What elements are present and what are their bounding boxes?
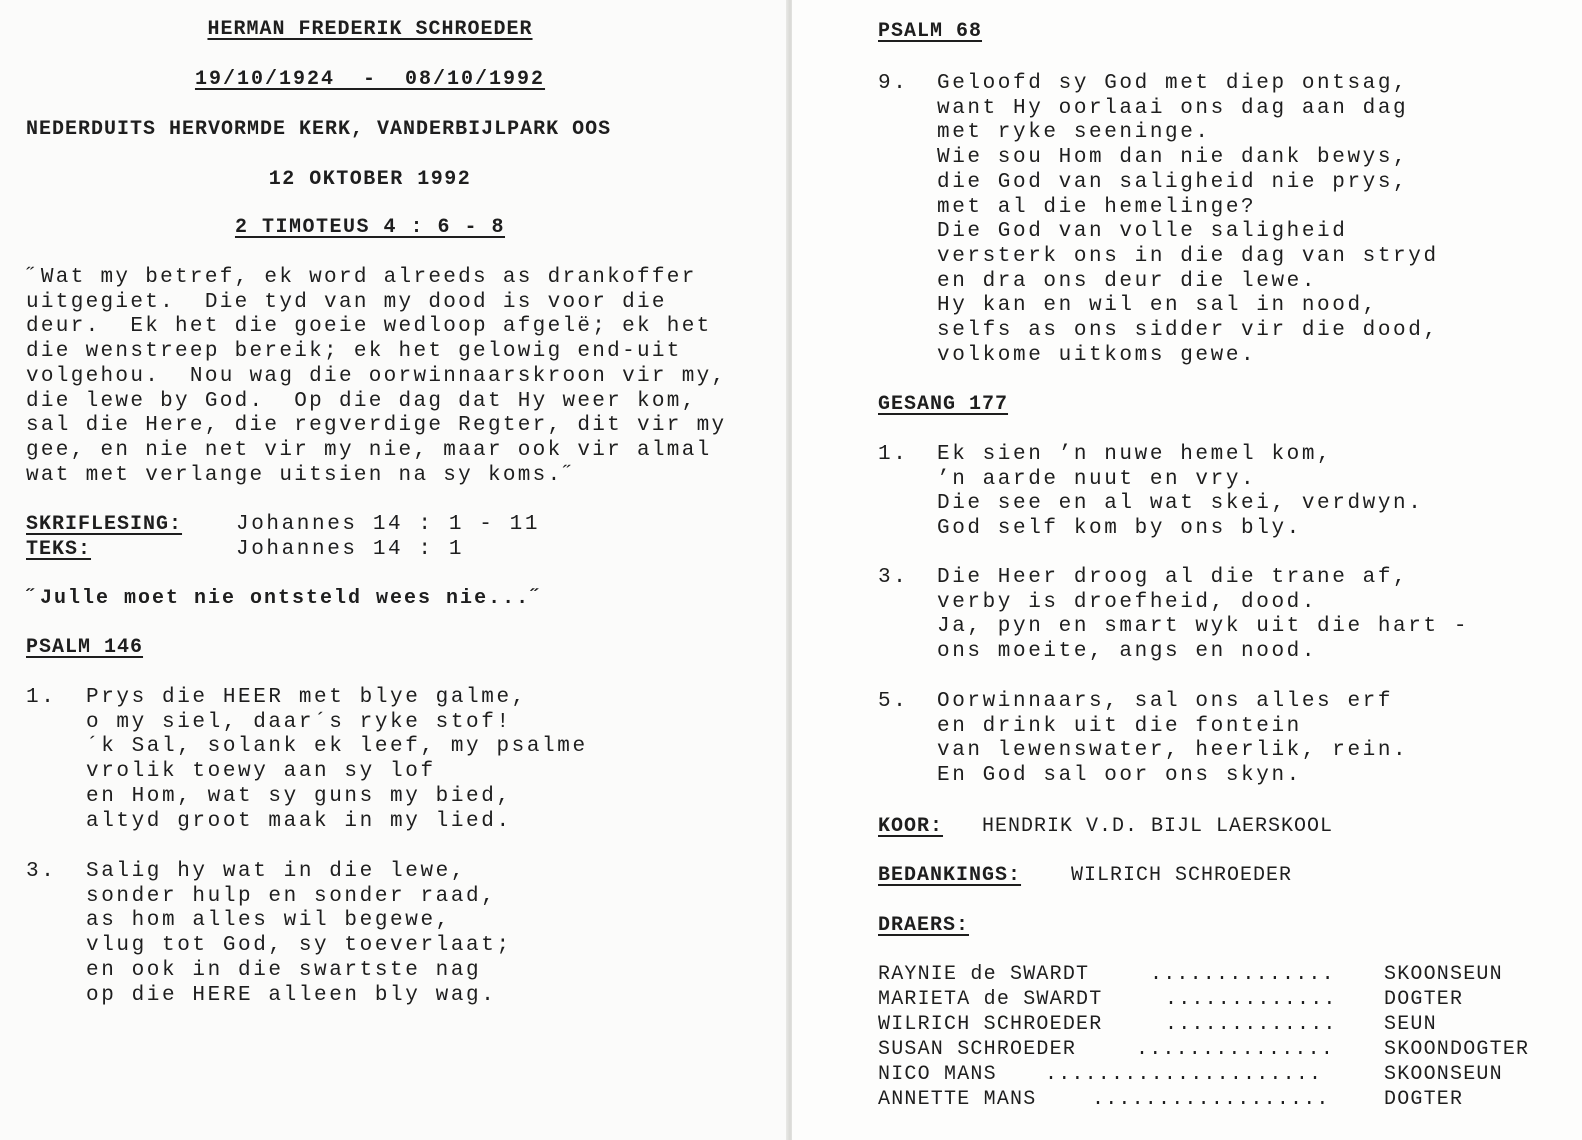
draer-relation: SKOONSEUN bbox=[1384, 963, 1503, 986]
church-name: NEDERDUITS HERVORMDE KERK, VANDERBIJLPARK OOS bbox=[26, 118, 612, 141]
draer-dots: .................. bbox=[1092, 1088, 1330, 1111]
psalm-146-verse-number: 1. bbox=[26, 686, 57, 709]
bedankings-label: BEDANKINGS: bbox=[878, 864, 1022, 887]
left-page bbox=[0, 0, 788, 1140]
deceased-name: HERMAN FREDERIK SCHROEDER bbox=[207, 18, 533, 41]
scripture-reference: 2 TIMOTEUS 4 : 6 - 8 bbox=[234, 216, 506, 239]
teks-value: Johannes 14 : 1 bbox=[236, 538, 465, 561]
draer-name: SUSAN SCHROEDER bbox=[878, 1038, 1077, 1061]
skriflesing-value: Johannes 14 : 1 - 11 bbox=[236, 513, 541, 536]
draer-name: RAYNIE de SWARDT bbox=[878, 963, 1090, 986]
draer-dots: ............. bbox=[1165, 988, 1337, 1011]
gesang-177-title: GESANG 177 bbox=[878, 393, 1009, 416]
gesang-177-verse-number: 1. bbox=[878, 443, 909, 466]
bedankings-value: WILRICH SCHROEDER bbox=[1071, 864, 1293, 887]
service-date: 12 OKTOBER 1992 bbox=[268, 168, 472, 191]
psalm-146-title: PSALM 146 bbox=[26, 636, 144, 659]
draer-dots: ............. bbox=[1165, 1013, 1337, 1036]
psalm-146-verse-text: Salig hy wat in die lewe, sonder hulp en sonder raad, as hom alles wil begewe, vlug tot God, sy toeverlaat; en ook in die swartste nag op die HERE alleen bly wag. bbox=[86, 860, 512, 1007]
gesang-177-verse-number: 3. bbox=[878, 566, 909, 589]
draer-dots: ..................... bbox=[1045, 1063, 1323, 1086]
sermon-title: ˝Julle moet nie ontsteld wees nie...˝ bbox=[26, 587, 545, 610]
draer-relation: DOGTER bbox=[1384, 1088, 1464, 1111]
scripture-quote: ˝Wat my betref, ek word alreeds as drankoffer uitgegiet. Die tyd van my dood is voor die deur. Ek het die goeie wedloop afgelë; ek het die wenstreep bereik; ek het gelowig end-uit volgehou. Nou wag die oorwinnaarskroon vir my, die lewe by God. Op die dag dat Hy weer kom, sal die Here, die regverdige Regter, dit vir my gee, en nie net vir my nie, maar ook vir almal wat met verlange uitsien na sy koms.˝ bbox=[26, 266, 727, 487]
draer-name: NICO MANS bbox=[878, 1063, 997, 1086]
psalm-146-verse-number: 3. bbox=[26, 860, 57, 883]
gesang-177-verse-number: 5. bbox=[878, 690, 909, 713]
psalm-68-title: PSALM 68 bbox=[878, 20, 983, 43]
draer-relation: SKOONSEUN bbox=[1384, 1063, 1503, 1086]
draer-name: MARIETA de SWARDT bbox=[878, 988, 1103, 1011]
draer-relation: DOGTER bbox=[1384, 988, 1464, 1011]
psalm-146-verse-text: Prys die HEER met blye galme, o my siel, daar´s ryke stof! ´k Sal, solank ek leef, my psalme vrolik toewy aan sy lof en Hom, wat sy guns my bied, altyd groot maak in my lied. bbox=[86, 686, 588, 833]
gesang-177-verse-text: Ek sien ’n nuwe hemel kom, ’n aarde nuut en vry. Die see en al wat skei, verdwyn. God self kom by ons bly. bbox=[937, 443, 1424, 541]
koor-value: HENDRIK V.D. BIJL LAERSKOOL bbox=[982, 815, 1334, 838]
draer-relation: SEUN bbox=[1384, 1013, 1437, 1036]
life-dates: 19/10/1924 - 08/10/1992 bbox=[194, 68, 546, 91]
psalm-68-verse-number: 9. bbox=[878, 72, 909, 95]
psalm-68-verse-text: Geloofd sy God met diep ontsag, want Hy oorlaai ons dag aan dag met ryke seeninge. Wie sou Hom dan nie dank bewys, die God van saligheid nie prys, met al die hemelinge? Die God van volle saligheid versterk ons in die dag van stryd en dra ons deur die lewe. Hy kan en wil en sal in nood, selfs as ons sidder vir die dood, volkome uitkoms gewe. bbox=[937, 72, 1439, 367]
koor-label: KOOR: bbox=[878, 815, 944, 838]
draer-dots: ............... bbox=[1136, 1038, 1335, 1061]
gesang-177-verse-text: Die Heer droog al die trane af, verby is droefheid, dood. Ja, pyn en smart wyk uit die hart - ons moeite, angs en nood. bbox=[937, 566, 1470, 664]
draers-label: DRAERS: bbox=[878, 914, 970, 937]
gesang-177-verse-text: Oorwinnaars, sal ons alles erf en drink uit die fontein van lewenswater, heerlik, rein. En God sal oor ons skyn. bbox=[937, 690, 1409, 788]
draer-name: ANNETTE MANS bbox=[878, 1088, 1037, 1111]
draer-relation: SKOONDOGTER bbox=[1384, 1038, 1530, 1061]
skriflesing-label: SKRIFLESING: bbox=[26, 513, 183, 536]
draer-name: WILRICH SCHROEDER bbox=[878, 1013, 1103, 1036]
draer-dots: .............. bbox=[1150, 963, 1335, 986]
teks-label: TEKS: bbox=[26, 538, 92, 561]
